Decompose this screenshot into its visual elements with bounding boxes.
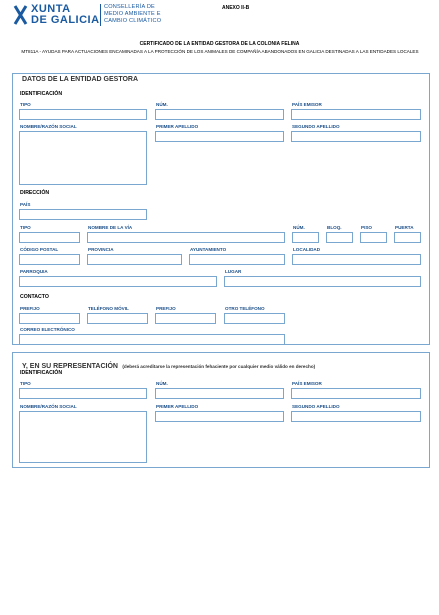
entity-ayuntamiento-field[interactable]: [189, 254, 285, 265]
entity-primer-apellido-label: PRIMER APELLIDO: [156, 124, 199, 129]
representative-note: (deberá acreditarse la representación fehaciente por cualquier medio válido en derecho): [122, 364, 316, 369]
entity-puerta-field[interactable]: [394, 232, 421, 243]
entity-puerta-label: PUERTA: [395, 225, 414, 230]
entity-bloq-label: BLOQ.: [327, 225, 342, 230]
rep-segundo-apellido-label: SEGUNDO APELLIDO: [292, 404, 340, 409]
entity-tipo-field[interactable]: [19, 109, 147, 120]
entity-num-via-field[interactable]: [292, 232, 319, 243]
entity-movil-label: TELÉFONO MÓVIL: [88, 306, 129, 311]
department-line-2: MEDIO AMBIENTE E: [104, 11, 161, 17]
entity-heading: DATOS DE LA ENTIDAD GESTORA: [22, 76, 139, 83]
entity-lugar-field[interactable]: [224, 276, 421, 287]
entity-prefijo1-label: PREFIJO: [20, 306, 40, 311]
entity-localidad-label: LOCALIDAD: [293, 247, 321, 252]
entity-email-label: CORREO ELECTRÓNICO: [20, 327, 75, 332]
entity-piso-label: PISO: [361, 225, 372, 230]
entity-movil-field[interactable]: [87, 313, 148, 324]
rep-tipo-label: TIPO: [20, 381, 31, 386]
rep-nombre-label: NOMBRE/RAZÓN SOCIAL: [20, 404, 77, 409]
entity-provincia-label: PROVINCIA: [88, 247, 114, 252]
rep-nombre-field[interactable]: [19, 411, 147, 463]
entity-lugar-label: LUGAR: [225, 269, 242, 274]
entity-localidad-field[interactable]: [292, 254, 421, 265]
document-title: CERTIFICADO DE LA ENTIDAD GESTORA DE LA COLONIA FELINA: [139, 41, 300, 47]
rep-pais-emisor-label: PAÍS EMISOR: [292, 381, 322, 386]
entity-nombre-field[interactable]: [19, 131, 147, 185]
entity-email-field[interactable]: [19, 334, 285, 345]
logo-divider: [100, 4, 101, 26]
entity-ayuntamiento-label: AYUNTAMIENTO: [190, 247, 227, 252]
rep-primer-apellido-field[interactable]: [155, 411, 284, 422]
rep-segundo-apellido-field[interactable]: [291, 411, 421, 422]
entity-parroquia-label: PARROQUIA: [20, 269, 48, 274]
annex-label: ANEXO II-B: [222, 5, 250, 11]
entity-prefijo2-label: PREFIJO: [156, 306, 176, 311]
entity-piso-field[interactable]: [360, 232, 387, 243]
department-line-3: CAMBIO CLIMÁTICO: [104, 18, 162, 24]
rep-primer-apellido-label: PRIMER APELLIDO: [156, 404, 199, 409]
rep-tipo-field[interactable]: [19, 388, 147, 399]
entity-contacto-heading: CONTACTO: [20, 294, 49, 300]
entity-otro-tel-field[interactable]: [224, 313, 285, 324]
entity-direccion-heading: DIRECCIÓN: [20, 190, 50, 196]
rep-identification-heading: IDENTIFICACIÓN: [20, 370, 63, 376]
entity-num-via-label: NÚM.: [293, 225, 305, 230]
entity-identification-heading: IDENTIFICACIÓN: [20, 91, 63, 97]
entity-bloq-field[interactable]: [326, 232, 353, 243]
entity-prefijo2-field[interactable]: [155, 313, 216, 324]
entity-pais-emisor-field[interactable]: [291, 109, 421, 120]
entity-prefijo1-field[interactable]: [19, 313, 80, 324]
document-subtitle: MT811A - AYUDAS PARA ACTUACIONES ENCAMINADAS A LA PROTECCIÓN DE LOS ANIMALES DE COMPAÑÍA ABANDONADOS EN GALICIA DESTINADAS A LAS ENTIDADES LOCALES: [21, 49, 419, 54]
entity-segundo-apellido-field[interactable]: [291, 131, 421, 142]
entity-nombre-label: NOMBRE/RAZÓN SOCIAL: [20, 124, 77, 129]
rep-num-label: NÚM.: [156, 381, 168, 386]
entity-primer-apellido-field[interactable]: [155, 131, 284, 142]
representative-heading: Y, EN SU REPRESENTACIÓN: [22, 363, 118, 370]
logo-galicia: DE GALICIA: [31, 14, 100, 26]
entity-tipo-via-label: TIPO: [20, 225, 31, 230]
entity-cp-field[interactable]: [19, 254, 80, 265]
xunta-logo-icon: [13, 4, 28, 26]
entity-pais-label: PAÍS: [20, 202, 31, 207]
entity-pais-field[interactable]: [19, 209, 147, 220]
entity-tipo-via-field[interactable]: [19, 232, 80, 243]
entity-nombre-via-field[interactable]: [87, 232, 285, 243]
entity-parroquia-field[interactable]: [19, 276, 217, 287]
entity-num-label: NÚM.: [156, 102, 168, 107]
representative-heading-row: [22, 355, 315, 373]
rep-num-field[interactable]: [155, 388, 284, 399]
logo-xunta: XUNTA: [31, 3, 71, 15]
entity-tipo-label: TIPO: [20, 102, 31, 107]
rep-pais-emisor-field[interactable]: [291, 388, 421, 399]
entity-nombre-via-label: NOMBRE DE LA VÍA: [88, 225, 133, 230]
entity-cp-label: CÓDIGO POSTAL: [20, 247, 59, 252]
entity-pais-emisor-label: PAÍS EMISOR: [292, 102, 322, 107]
entity-provincia-field[interactable]: [87, 254, 182, 265]
entity-otro-tel-label: OTRO TELÉFONO: [225, 306, 265, 311]
department-line-1: CONSELLERÍA DE: [104, 4, 155, 10]
entity-segundo-apellido-label: SEGUNDO APELLIDO: [292, 124, 340, 129]
entity-num-field[interactable]: [155, 109, 284, 120]
